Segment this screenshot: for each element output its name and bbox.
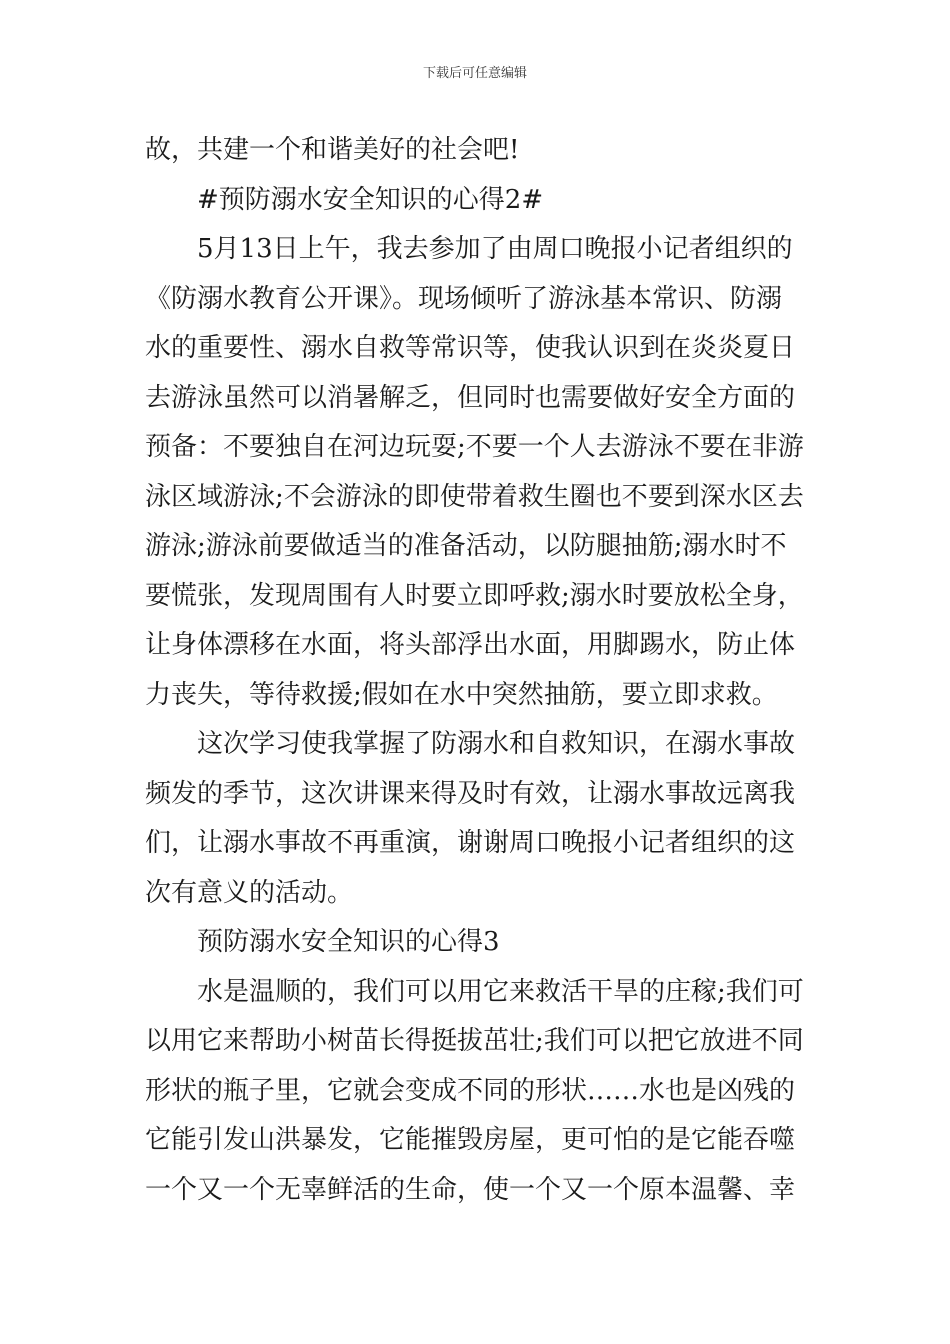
text-line: 预备：不要独自在河边玩耍;不要一个人去游泳不要在非游: [145, 432, 804, 462]
page-header: 下载后可任意编辑: [422, 66, 527, 81]
text-line: 力丧失，等待救援;假如在水中突然抽筋，要立即求救。: [145, 679, 778, 710]
text-line: 一个又一个无辜鲜活的生命，使一个又一个原本温馨、幸: [145, 1174, 796, 1205]
section-heading: #预防溺水安全知识的心得2#: [197, 184, 544, 215]
text-line: 水是温顺的，我们可以用它来救活干旱的庄稼;我们可: [197, 976, 804, 1007]
text-line: 故，共建一个和谐美好的社会吧!: [145, 135, 520, 165]
text-line: 们，让溺水事故不再重演，谢谢周口晚报小记者组织的这: [145, 828, 796, 858]
text-line: 水的重要性、溺水自救等常识等，使我认识到在炎炎夏日: [145, 333, 796, 363]
section-heading: 预防溺水安全知识的心得3: [197, 927, 500, 957]
text-line: 游泳;游泳前要做适当的准备活动，以防腿抽筋;溺水时不: [145, 531, 787, 561]
text-line: 以用它来帮助小树苗长得挺拔茁壮;我们可以把它放进不同: [145, 1026, 804, 1056]
text-line: 它能引发山洪暴发，它能摧毁房屋，更可怕的是它能吞噬: [145, 1125, 796, 1155]
text-line: 去游泳虽然可以消暑解乏，但同时也需要做好安全方面的: [145, 382, 796, 413]
document-body: [145, 126, 810, 1215]
text-line: 频发的季节，这次讲课来得及时有效，让溺水事故远离我: [145, 778, 796, 809]
text-line: 泳区域游泳;不会游泳的即使带着救生圈也不要到深水区去: [145, 481, 804, 512]
text-line: 要慌张，发现周围有人时要立即呼救;溺水时要放松全身，: [145, 580, 804, 611]
text-line: 这次学习使我掌握了防溺水和自救知识，在溺水事故: [197, 729, 796, 759]
text-line: 让身体漂移在水面，将头部浮出水面，用脚踢水，防止体: [145, 630, 796, 660]
text-line: 形状的瓶子里，它就会变成不同的形状……水也是凶残的: [145, 1075, 796, 1106]
text-line: 5月13日上午，我去参加了由周口晚报小记者组织的: [197, 234, 793, 264]
text-line: 次有意义的活动。: [145, 877, 354, 908]
text-line: 《防溺水教育公开课》。现场倾听了游泳基本常识、防溺: [145, 283, 783, 314]
